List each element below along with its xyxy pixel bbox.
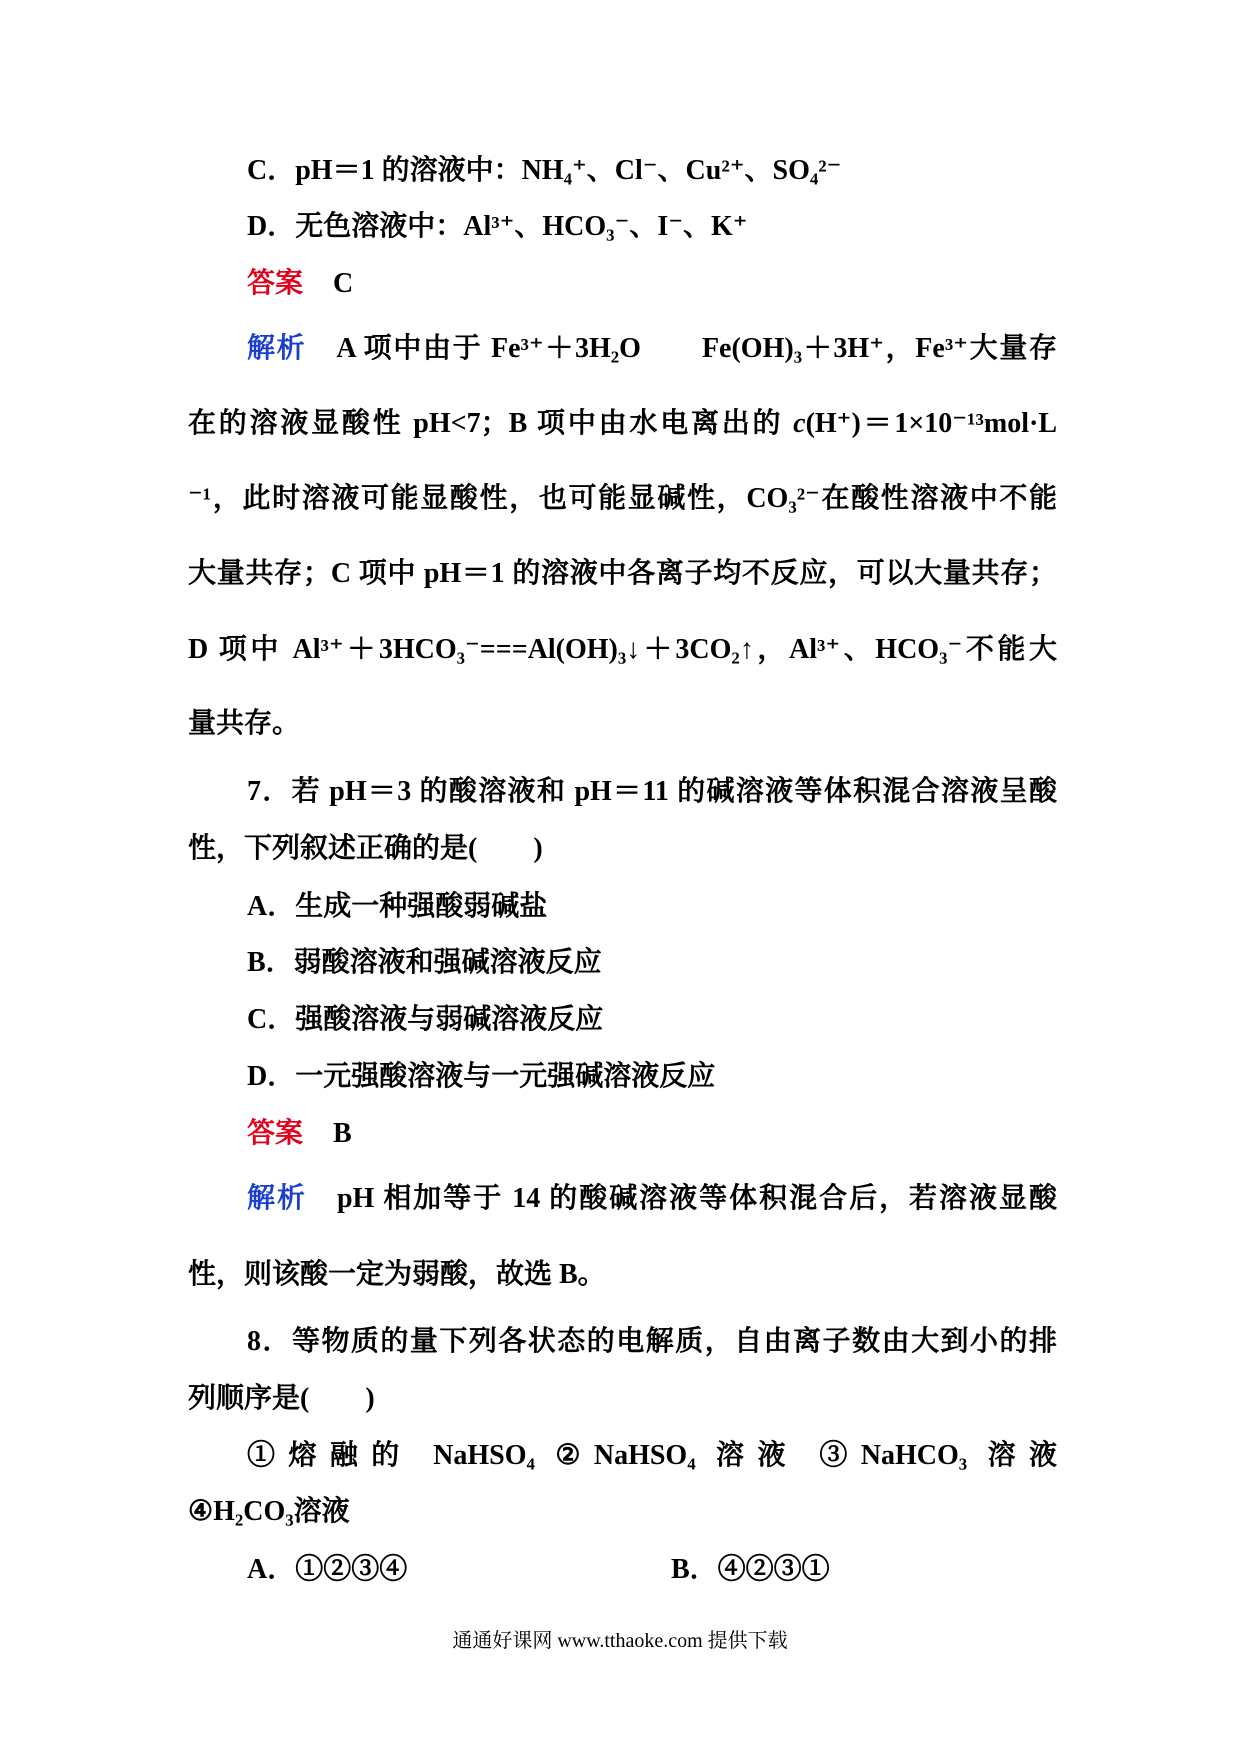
q7-option-b: B．弱酸溶液和强碱溶液反应 <box>247 947 602 978</box>
q7-option-c: C．强酸溶液与弱碱溶液反应 <box>247 1004 604 1035</box>
q8-stem-line-1: 8．等物质的量下列各状态的电解质，自由离子数由大到小的排 <box>247 1326 1057 1357</box>
q8-item-1: ①熔融的 NaHSO₄ <box>247 1440 535 1471</box>
q8-item-4: ④H₂CO₃溶液 <box>188 1496 350 1527</box>
q7-analysis-line-2: 性，则该酸一定为弱酸，故选 B。 <box>188 1259 606 1290</box>
q8-item-3: ③NaHCO₃ 溶液 <box>819 1440 1058 1471</box>
q7-answer <box>247 1114 352 1154</box>
q6-analysis-line-1 <box>247 329 1057 369</box>
q8-option-a: A．①②③④ <box>247 1554 408 1585</box>
analysis-text: pH 相加等于 14 的酸碱溶液等体积混合后，若溶液显酸 <box>336 1183 1057 1214</box>
q6-analysis-line-6: 量共存。 <box>188 708 301 739</box>
answer-value: C <box>333 268 354 299</box>
q6-analysis-line-3: ⁻¹，此时溶液可能显酸性，也可能显碱性，CO₃²⁻在酸性溶液中不能 <box>188 483 1057 514</box>
q7-option-d: D．一元强酸溶液与一元强碱溶液反应 <box>247 1061 716 1092</box>
q6-analysis-line-5: D 项中 Al³⁺＋3HCO₃⁻===Al(OH)₃↓＋3CO₂↑，Al³⁺、HCO₃⁻不能大 <box>188 634 1057 665</box>
q8-stem-line-2: 列顺序是( ) <box>188 1383 375 1414</box>
analysis-text: (H⁺)＝1×10⁻¹³mol·L <box>805 408 1057 439</box>
q8-option-b: B．④②③① <box>671 1554 830 1585</box>
q7-option-a: A．生成一种强酸弱碱盐 <box>247 891 548 922</box>
page-footer: 通通好课网 www.tthaoke.com 提供下载 <box>452 1630 788 1652</box>
answer-label: 答案 <box>247 268 304 299</box>
q6-option-c: C．pH＝1 的溶液中：NH₄⁺、Cl⁻、Cu²⁺、SO₄²⁻ <box>247 155 842 186</box>
q7-analysis-line-1 <box>247 1179 1057 1219</box>
concentration-symbol: c <box>793 408 806 439</box>
analysis-label: 解析 <box>247 1183 307 1214</box>
analysis-text: A 项中由于 Fe³⁺＋3H₂O Fe(OH)₃＋3H⁺，Fe³⁺大量存 <box>336 333 1057 364</box>
q7-stem-line-2: 性，下列叙述正确的是( ) <box>188 833 543 864</box>
analysis-label: 解析 <box>247 333 307 364</box>
q6-analysis-line-2 <box>188 404 1057 444</box>
q8-item-2: ②NaHSO₄ 溶液 <box>555 1440 799 1471</box>
answer-label: 答案 <box>247 1118 304 1149</box>
q8-items-line-1 <box>247 1436 1057 1476</box>
q6-answer <box>247 264 353 304</box>
q6-option-d: D．无色溶液中：Al³⁺、HCO₃⁻、I⁻、K⁺ <box>247 211 748 242</box>
q7-stem-line-1: 7．若 pH＝3 的酸溶液和 pH＝11 的碱溶液等体积混合溶液呈酸 <box>247 776 1057 807</box>
q6-analysis-line-4: 大量共存；C 项中 pH＝1 的溶液中各离子均不反应，可以大量共存； <box>188 558 1057 589</box>
analysis-text: 在的溶液显酸性 pH<7；B 项中由水电离出的 <box>188 408 794 439</box>
answer-value: B <box>333 1118 352 1149</box>
